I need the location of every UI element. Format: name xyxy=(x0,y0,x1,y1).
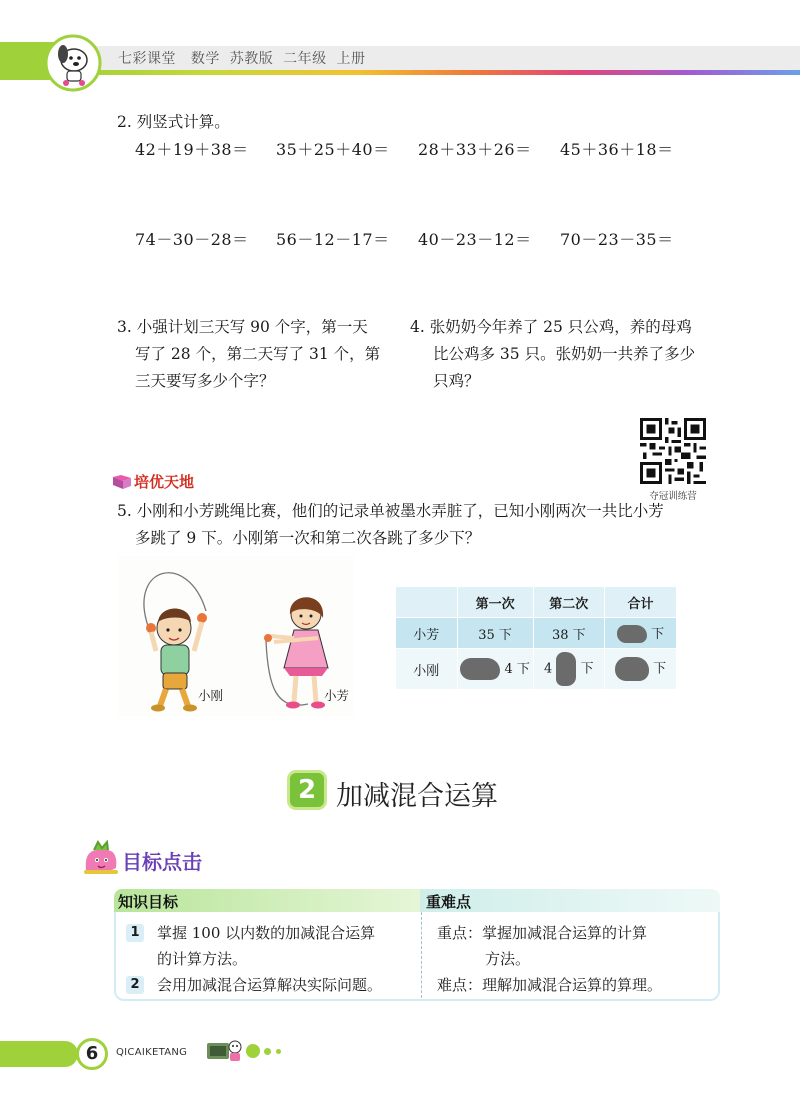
table-cell: 35 下 xyxy=(457,618,533,649)
jump-rope-illustration xyxy=(118,556,354,716)
footer-dot xyxy=(246,1044,260,1058)
question-3-line: 三天要写多少个字？ xyxy=(135,372,275,390)
strawberry-mascot-icon xyxy=(82,840,120,876)
equation: 28＋33＋26＝ xyxy=(418,140,532,159)
question-4-line: 只鸡？ xyxy=(433,372,480,390)
qr-code-icon[interactable] xyxy=(640,418,706,484)
section-number-badge: 2 xyxy=(287,770,327,810)
equation: 70－23－35＝ xyxy=(560,230,674,249)
unit-label: 下 xyxy=(653,661,667,677)
goals-title: 目标点击 xyxy=(122,850,202,874)
table-header-cell: 第一次 xyxy=(457,587,533,618)
header-rainbow-stripe xyxy=(60,70,800,75)
table-cell xyxy=(457,649,533,690)
goals-header-knowledge-label: 知识目标 xyxy=(118,893,179,911)
unit-label: 下 xyxy=(651,626,665,642)
table-cell xyxy=(533,649,605,690)
table-cell-name: 小芳 xyxy=(396,618,458,649)
ink-blot xyxy=(556,652,576,686)
section-title: 加减混合运算 xyxy=(336,781,498,812)
score-table xyxy=(395,586,677,690)
goal-item-text: 会用加减混合运算解决实际问题。 xyxy=(157,976,383,994)
question-3-line: 3. 小强计划三天写 90 个字，第一天 xyxy=(117,318,368,336)
equation: 74－30－28＝ xyxy=(135,230,249,249)
table-cell xyxy=(605,649,677,690)
table-cell-name: 小刚 xyxy=(396,649,458,690)
equation: 40－23－12＝ xyxy=(418,230,532,249)
table-header-cell xyxy=(396,587,458,618)
question-3-line: 写了 28 个，第二天写了 31 个，第 xyxy=(135,345,381,363)
goal-item-text: 的计算方法。 xyxy=(157,950,248,968)
goal-number-badge: 2 xyxy=(126,976,144,994)
question-4-line: 比公鸡多 35 只。张奶奶一共养了多少 xyxy=(433,345,696,363)
kid-label-xiaogang: 小刚 xyxy=(198,688,224,703)
equation: 45＋36＋18＝ xyxy=(560,140,674,159)
key-point-text: 方法。 xyxy=(485,950,531,968)
kid-label-xiaofang: 小芳 xyxy=(324,688,350,703)
footer-brand: QICAIKETANG xyxy=(116,1047,188,1058)
question-5-line: 多跳了 9 下。小刚第一次和第二次各跳了多少下？ xyxy=(135,529,481,547)
ink-blot xyxy=(615,657,649,681)
footer-green-bar xyxy=(0,1041,78,1067)
footer-dot xyxy=(276,1049,281,1054)
unit-label: 4 下 xyxy=(504,661,530,677)
book-icon xyxy=(112,474,132,490)
table-header-cell: 合计 xyxy=(605,587,677,618)
table-row xyxy=(396,649,677,690)
equation: 42＋19＋38＝ xyxy=(135,140,249,159)
page-number: 6 xyxy=(76,1038,108,1070)
header-title: 七彩课堂 数学 苏教版 二年级 上册 xyxy=(118,51,366,67)
kids-jumping-rope-image xyxy=(118,556,354,716)
question-4-line: 4. 张奶奶今年养了 25 只公鸡，养的母鸡 xyxy=(410,318,692,336)
table-header-cell: 第二次 xyxy=(533,587,605,618)
key-point-text: 重点：掌握加减混合运算的计算 xyxy=(437,924,648,942)
qr-caption: 夺冠训练营 xyxy=(649,491,697,502)
unit-label: 下 xyxy=(580,661,594,677)
goal-item-text: 掌握 100 以内数的加减混合运算 xyxy=(157,924,376,942)
equation: 35＋25＋40＝ xyxy=(276,140,390,159)
footer-mascot-icon xyxy=(205,1035,243,1063)
table-cell: 38 下 xyxy=(533,618,605,649)
ink-blot xyxy=(617,625,647,643)
goals-header-key-label: 重难点 xyxy=(426,893,472,911)
ink-blot xyxy=(460,658,500,680)
equation: 56－12－17＝ xyxy=(276,230,390,249)
table-row xyxy=(396,618,677,649)
mascot-dog-icon xyxy=(44,34,102,92)
table-cell xyxy=(605,618,677,649)
table-header-row xyxy=(396,587,677,618)
difficult-point-text: 难点：理解加减混合运算的算理。 xyxy=(437,976,663,994)
digit-label: 4 xyxy=(544,661,553,677)
question-2-title: 2. 列竖式计算。 xyxy=(117,113,230,131)
section-label-peiyou: 培优天地 xyxy=(134,473,195,491)
goal-number-badge: 1 xyxy=(126,924,144,942)
footer-dot xyxy=(264,1048,271,1055)
goals-divider xyxy=(421,912,422,998)
question-5-line: 5. 小刚和小芳跳绳比赛，他们的记录单被墨水弄脏了，已知小刚两次一共比小芳 xyxy=(117,502,664,520)
